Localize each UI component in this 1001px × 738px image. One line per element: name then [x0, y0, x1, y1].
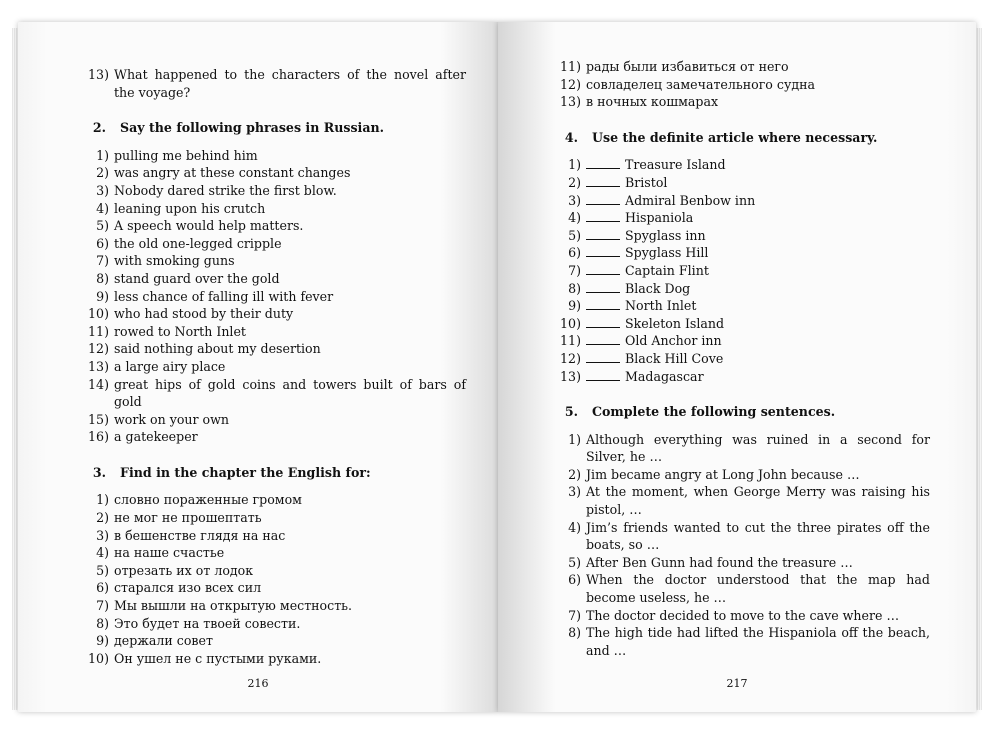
- item-number: 8): [96, 270, 109, 286]
- list-item: [88, 527, 466, 545]
- list-item: [88, 217, 466, 235]
- list-item: [88, 200, 466, 218]
- item-text: Admiral Benbow inn: [625, 192, 756, 208]
- list-item: [88, 340, 466, 358]
- left-page: [18, 22, 498, 712]
- list-item: [560, 466, 930, 484]
- section-3-list: [88, 491, 466, 667]
- list-item: [560, 156, 930, 174]
- item-number: 10): [88, 306, 109, 322]
- list-item: [560, 58, 930, 76]
- item-number: 6): [96, 235, 109, 251]
- item-number: 4): [568, 519, 581, 535]
- item-number: 10): [88, 650, 109, 666]
- item-number: 5): [96, 562, 109, 578]
- item-number: 5): [568, 227, 581, 243]
- item-number: 12): [560, 76, 581, 92]
- fill-in-blank: [586, 297, 620, 310]
- item-text: Он ушел не с пустыми руками.: [114, 650, 322, 666]
- item-text: Black Hill Cove: [625, 350, 724, 366]
- item-text: Although everything was ruined in a second for Silver, he …: [586, 431, 930, 465]
- item-number: 5): [96, 218, 109, 234]
- item-text: leaning upon his crutch: [114, 200, 266, 216]
- list-item: [560, 571, 930, 606]
- list-item: [560, 350, 930, 368]
- item-text: Jim became angry at Long John because …: [586, 466, 860, 482]
- item-text: The doctor decided to move to the cave where …: [586, 607, 900, 623]
- item-text: Nobody dared strike the first blow.: [114, 182, 337, 198]
- item-number: 11): [560, 333, 581, 349]
- list-item: [88, 544, 466, 562]
- item-number: 6): [96, 580, 109, 596]
- item-text: Skeleton Island: [625, 315, 725, 331]
- item-text: Hispaniola: [625, 210, 694, 226]
- item-number: 11): [88, 323, 109, 339]
- list-item: [88, 288, 466, 306]
- list-item: [560, 280, 930, 298]
- item-text: Мы вышли на открытую местность.: [114, 598, 353, 614]
- item-number: 15): [88, 411, 109, 427]
- list-item: [88, 376, 466, 411]
- list-item: [88, 305, 466, 323]
- item-number: 2): [568, 174, 581, 190]
- item-text: work on your own: [114, 411, 230, 427]
- list-item: [560, 209, 930, 227]
- list-item: [88, 428, 466, 446]
- page-number: 217: [726, 677, 748, 690]
- item-text: Old Anchor inn: [625, 333, 722, 349]
- list-item: [88, 164, 466, 182]
- item-text: Captain Flint: [625, 262, 709, 278]
- list-item: [88, 182, 466, 200]
- list-item: [560, 297, 930, 315]
- item-text: who had stood by their duty: [114, 306, 294, 322]
- item-text: Black Dog: [625, 280, 691, 296]
- item-text: совладелец замечательного судна: [586, 76, 816, 92]
- fill-in-blank: [586, 244, 620, 257]
- item-number: 1): [96, 492, 109, 508]
- list-item: [560, 174, 930, 192]
- item-text: When the doctor understood that the map had become useless, he …: [586, 572, 930, 606]
- list-item: [560, 607, 930, 625]
- fill-in-blank: [586, 262, 620, 275]
- item-number: 9): [568, 298, 581, 314]
- right-page-content: [560, 58, 930, 659]
- item-number: 12): [560, 350, 581, 366]
- section-heading-2: 2. Say the following phrases in Russian.: [92, 120, 385, 136]
- item-number: 3): [568, 484, 581, 500]
- item-number: 8): [568, 625, 581, 641]
- item-text: на наше счастье: [114, 545, 225, 561]
- list-item: [88, 650, 466, 668]
- left-page-content: [88, 66, 466, 667]
- item-text: North Inlet: [625, 298, 697, 314]
- item-text: Treasure Island: [625, 157, 726, 173]
- item-number: 8): [568, 280, 581, 296]
- item-text: a gatekeeper: [114, 429, 198, 445]
- list-item: [88, 235, 466, 253]
- list-item: [88, 579, 466, 597]
- list-item: [560, 244, 930, 262]
- item-number: 13): [88, 358, 109, 374]
- list-item: [88, 562, 466, 580]
- item-number: 4): [568, 210, 581, 226]
- section-heading-3: 3. Find in the chapter the English for:: [92, 464, 371, 480]
- list-item: [560, 227, 930, 245]
- item-text: Jim’s friends wanted to cut the three pirates off the boats, so …: [586, 519, 930, 553]
- item-number: 1): [568, 431, 581, 447]
- list-item: [560, 192, 930, 210]
- item-text: рады были избавиться от него: [586, 59, 789, 74]
- fill-in-blank: [586, 368, 620, 381]
- item-number: 8): [96, 615, 109, 631]
- item-number: 3): [568, 192, 581, 208]
- item-text: great hips of gold coins and towers built of bars of gold: [114, 376, 466, 410]
- item-text: said nothing about my desertion: [114, 341, 321, 357]
- fill-in-blank: [586, 332, 620, 345]
- item-text: Bristol: [625, 174, 668, 190]
- item-number: 2): [96, 165, 109, 181]
- fill-in-blank: [586, 192, 620, 205]
- item-text: в ночных кошмарах: [586, 94, 719, 110]
- item-number: 6): [568, 572, 581, 588]
- list-item: [560, 483, 930, 518]
- item-text: держали совет: [114, 633, 213, 649]
- list-item: [88, 597, 466, 615]
- fill-in-blank: [586, 350, 620, 363]
- item-number: 16): [88, 429, 109, 445]
- item-text: Madagascar: [625, 368, 704, 384]
- list-item: [560, 624, 930, 659]
- right-page: [498, 22, 976, 712]
- item-number: 11): [560, 59, 581, 74]
- item-number: 12): [88, 341, 109, 357]
- list-item: [560, 368, 930, 386]
- item-text: stand guard over the gold: [114, 270, 280, 286]
- list-item: [88, 491, 466, 509]
- section-heading-4: 4. Use the definite article where necessary.: [564, 129, 878, 145]
- item-number: 7): [568, 607, 581, 623]
- list-item: [88, 323, 466, 341]
- item-number: 3): [96, 182, 109, 198]
- item-text: не мог не прошептать: [114, 510, 262, 526]
- item-text: the old one-legged cripple: [114, 235, 282, 251]
- item-number: 3): [96, 527, 109, 543]
- item-number: 1): [96, 147, 109, 163]
- item-text: pulling me behind him: [114, 147, 258, 163]
- item-text: was angry at these constant changes: [114, 165, 351, 181]
- item-text: At the moment, when George Merry was raising his pistol, …: [586, 484, 930, 518]
- item-number: 13): [560, 94, 581, 110]
- list-item: [88, 615, 466, 633]
- section-4-list: [560, 156, 930, 385]
- fill-in-blank: [586, 156, 620, 169]
- fill-in-blank: [586, 209, 620, 222]
- item-number: 7): [568, 262, 581, 278]
- item-number: 2): [96, 510, 109, 526]
- page-number: 216: [247, 677, 269, 690]
- item-text: Spyglass inn: [625, 227, 706, 243]
- item-text: отрезать их от лодок: [114, 562, 254, 578]
- item-text: The high tide had lifted the Hispaniola off the beach, and …: [586, 625, 930, 658]
- list-item: [560, 315, 930, 333]
- book-spread: [10, 10, 991, 728]
- item-number: 9): [96, 288, 109, 304]
- list-item: [88, 147, 466, 165]
- item-text: старался изо всех сил: [114, 580, 262, 596]
- item-text: After Ben Gunn had found the treasure …: [586, 554, 853, 570]
- item-number: 2): [568, 466, 581, 482]
- item-text: less chance of falling ill with fever: [114, 288, 334, 304]
- list-item: [88, 509, 466, 527]
- list-item: [560, 262, 930, 280]
- list-item: [88, 270, 466, 288]
- fill-in-blank: [586, 227, 620, 240]
- item-number: 13): [560, 368, 581, 384]
- item-text: rowed to North Inlet: [114, 323, 246, 339]
- section-heading-5: 5. Complete the following sentences.: [564, 404, 836, 420]
- item-number: 10): [560, 315, 581, 331]
- fill-in-blank: [586, 174, 620, 187]
- item-text: словно пораженные громом: [114, 492, 302, 508]
- item-number: 4): [96, 545, 109, 561]
- list-item: [88, 358, 466, 376]
- item-text: Это будет на твоей совести.: [114, 615, 301, 631]
- list-item: [560, 519, 930, 554]
- item-text: a large airy place: [114, 358, 226, 374]
- section-2-list: [88, 147, 466, 446]
- list-item: [560, 431, 930, 466]
- fill-in-blank: [586, 280, 620, 293]
- list-item: [560, 93, 930, 111]
- continued-list: [560, 58, 930, 111]
- item-text: в бешенстве глядя на нас: [114, 527, 286, 543]
- item-number: 6): [568, 245, 581, 261]
- list-item: [560, 332, 930, 350]
- item-number: 5): [568, 554, 581, 570]
- item-number: 9): [96, 633, 109, 649]
- item-number: 7): [96, 253, 109, 269]
- item-number: 7): [96, 598, 109, 614]
- list-item: [560, 76, 930, 94]
- list-item: [88, 252, 466, 270]
- item-number: 1): [568, 157, 581, 173]
- list-item: [88, 411, 466, 429]
- list-item: [560, 554, 930, 572]
- item-text: with smoking guns: [114, 253, 235, 269]
- item-text: Spyglass Hill: [625, 245, 709, 261]
- item-number: 4): [96, 200, 109, 216]
- section-5-list: [560, 431, 930, 660]
- list-item: 13) What happened to the characters of the novel after the voyage?: [88, 67, 466, 100]
- fill-in-blank: [586, 315, 620, 328]
- item-number: 14): [88, 376, 109, 392]
- list-item: [88, 632, 466, 650]
- item-text: A speech would help matters.: [114, 218, 304, 234]
